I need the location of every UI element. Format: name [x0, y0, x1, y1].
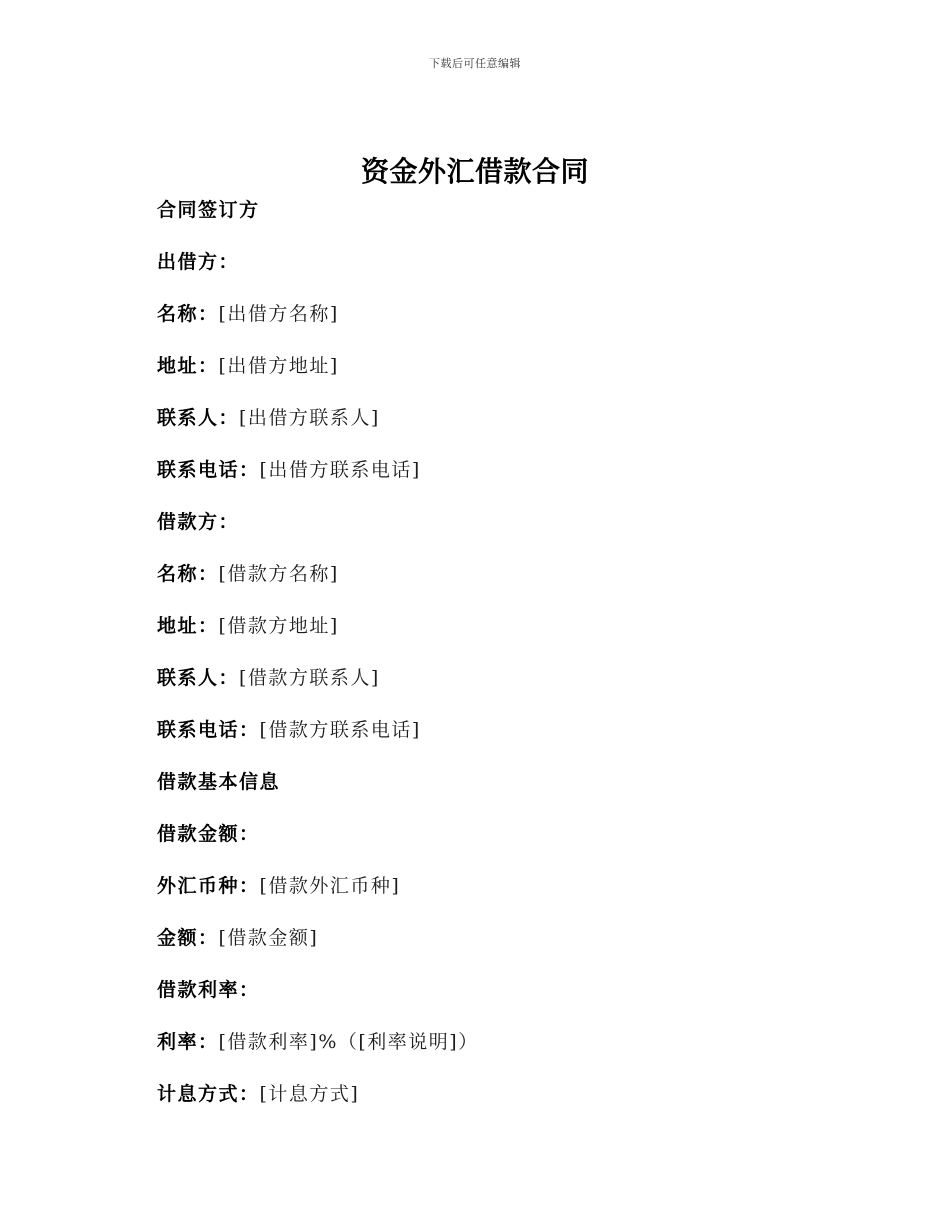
field-borrower-name: [157, 560, 797, 612]
document-body: [157, 196, 797, 1132]
field-label: 外汇币种：: [157, 875, 260, 897]
field-value: [借款方地址]: [218, 615, 339, 637]
field-value: [借款方联系人]: [239, 667, 380, 689]
section-heading-loan-info: [157, 768, 797, 820]
field-value: [出借方联系人]: [239, 407, 380, 429]
field-borrower-contact: [157, 664, 797, 716]
subheading-interest-rate: [157, 976, 797, 1028]
field-value: [借款金额]: [218, 927, 319, 949]
field-label: 联系人：: [157, 667, 240, 689]
field-label: 联系人：: [157, 407, 240, 429]
field-amount: [157, 924, 797, 976]
field-currency: [157, 872, 797, 924]
field-label: 利率：: [157, 1031, 219, 1053]
document-title: 资金外汇借款合同: [360, 155, 589, 188]
section-heading-parties: [157, 196, 797, 248]
field-label: 联系电话：: [157, 459, 260, 481]
field-value: [计息方式]: [259, 1083, 360, 1105]
line-label: 出借方：: [157, 251, 240, 273]
field-label: 计息方式：: [157, 1083, 260, 1105]
line-label: 借款方：: [157, 511, 240, 533]
field-value: [出借方联系电话]: [259, 459, 421, 481]
field-interest-method: [157, 1080, 797, 1132]
field-value: [借款利率]%（[利率说明]）: [218, 1031, 479, 1053]
line-label: 借款利率：: [157, 979, 260, 1001]
line-label: 借款基本信息: [157, 771, 281, 793]
field-lender-phone: [157, 456, 797, 508]
field-rate: [157, 1028, 797, 1080]
field-borrower-address: [157, 612, 797, 664]
field-label: 名称：: [157, 303, 219, 325]
subheading-borrower: [157, 508, 797, 560]
field-lender-address: [157, 352, 797, 404]
subheading-loan-amount: [157, 820, 797, 872]
field-label: 联系电话：: [157, 719, 260, 741]
field-value: [借款方联系电话]: [259, 719, 421, 741]
line-label: 借款金额：: [157, 823, 260, 845]
field-borrower-phone: [157, 716, 797, 768]
field-lender-name: [157, 300, 797, 352]
line-label: 合同签订方: [157, 199, 260, 221]
header-note: 下载后可任意编辑: [429, 57, 521, 70]
field-label: 地址：: [157, 355, 219, 377]
subheading-lender: [157, 248, 797, 300]
field-label: 名称：: [157, 563, 219, 585]
field-value: [出借方地址]: [218, 355, 339, 377]
field-value: [出借方名称]: [218, 303, 339, 325]
field-value: [借款方名称]: [218, 563, 339, 585]
field-label: 地址：: [157, 615, 219, 637]
field-label: 金额：: [157, 927, 219, 949]
field-lender-contact: [157, 404, 797, 456]
field-value: [借款外汇币种]: [259, 875, 401, 897]
